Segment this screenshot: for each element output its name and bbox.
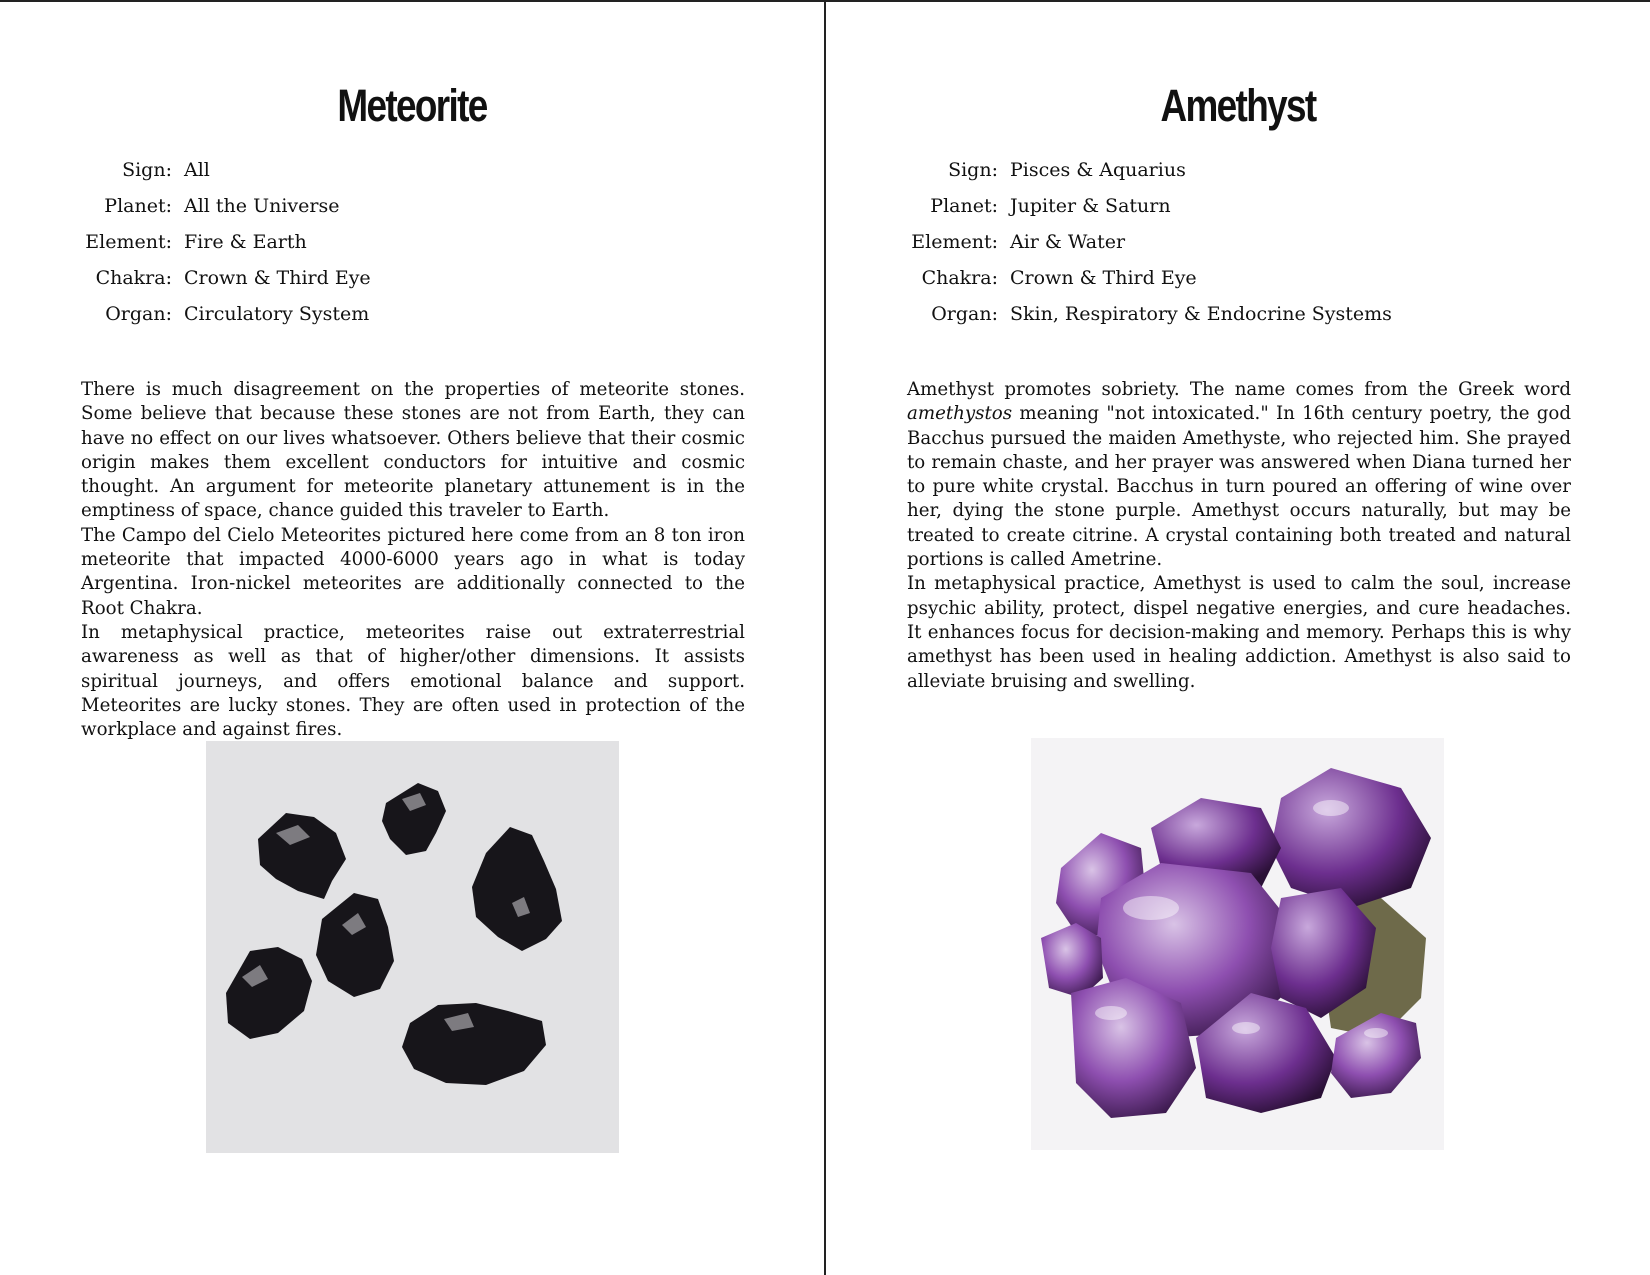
property-value: Circulatory System — [184, 303, 370, 325]
property-value: Skin, Respiratory & Endocrine Systems — [1010, 303, 1392, 325]
property-row-organ — [0, 296, 700, 332]
greek-word: amethystos — [907, 403, 1013, 425]
property-value: All — [184, 159, 210, 181]
glint — [1313, 800, 1349, 816]
property-key: Planet: — [930, 195, 998, 217]
property-row-chakra — [826, 260, 1526, 296]
property-row-chakra — [0, 260, 700, 296]
property-key: Planet: — [104, 195, 172, 217]
paragraph-lead: Amethyst promotes sobriety. The name comes from the Greek word — [907, 379, 1571, 400]
property-value: Crown & Third Eye — [1010, 267, 1197, 289]
property-value: All the Universe — [184, 195, 340, 217]
property-row-organ — [826, 296, 1526, 332]
page-title: Amethyst — [1160, 80, 1316, 131]
property-key: Chakra: — [921, 267, 998, 289]
property-key: Chakra: — [95, 267, 172, 289]
description — [907, 378, 1571, 694]
paragraph: In metaphysical practice, meteorites raise out extraterrestrial awareness as well as that of higher/other dimensions. It assists spiritual journeys, and offers emotional balance and support. Meteorites are lucky stones. They are often used in protection of the workplace and against fires. — [81, 621, 745, 741]
paragraph: In metaphysical practice, Amethyst is used to calm the soul, increase psychic ability, protect, dispel negative energies, and cure headaches. It enhances focus for decision-making and memory. Perhaps this is why amethyst has been used in healing addiction. Amethyst is also said to alleviate bruising and swelling. — [907, 573, 1571, 692]
property-value: Crown & Third Eye — [184, 267, 371, 289]
glint — [1123, 896, 1179, 920]
property-key: Sign: — [948, 159, 998, 181]
property-value: Jupiter & Saturn — [1010, 195, 1171, 217]
meteorite-image — [206, 741, 619, 1153]
property-row-planet — [826, 188, 1526, 224]
page-title: Meteorite — [337, 80, 487, 131]
property-key: Organ: — [931, 303, 998, 325]
property-row-sign — [0, 152, 700, 188]
meteorite-photo — [206, 741, 619, 1153]
description — [81, 378, 745, 742]
property-value: Fire & Earth — [184, 231, 307, 253]
paragraph: The Campo del Cielo Meteorites pictured here come from an 8 ton iron meteorite that impacted 4000-6000 years ago in what is today Argentina. Iron-nickel meteorites are additionally connected to the Root Chakra. — [81, 524, 745, 619]
property-row-element — [826, 224, 1526, 260]
glint — [1232, 1022, 1260, 1034]
property-key: Element: — [911, 231, 998, 253]
page-amethyst — [826, 0, 1650, 1275]
amethyst-image — [1031, 738, 1444, 1150]
property-row-element — [0, 224, 700, 260]
page-meteorite — [0, 0, 824, 1275]
property-row-planet — [0, 188, 700, 224]
paragraph: There is much disagreement on the properties of meteorite stones. Some believe that because these stones are not from Earth, they can have no effect on our lives whatsoever. Others believe that their cosmic origin makes them excellent conductors for intuitive and cosmic thought. An argument for meteorite planetary attunement is in the emptiness of space, chance guided this traveler to Earth. — [81, 379, 745, 522]
property-key: Element: — [85, 231, 172, 253]
property-value: Pisces & Aquarius — [1010, 159, 1186, 181]
amethyst-photo — [1031, 738, 1444, 1150]
glint — [1095, 1006, 1127, 1020]
property-row-sign — [826, 152, 1526, 188]
paragraph — [907, 378, 1571, 572]
glint — [1364, 1028, 1388, 1038]
property-list — [0, 152, 700, 332]
property-key: Sign: — [122, 159, 172, 181]
paragraph-rest: meaning "not intoxicated." In 16th century poetry, the god Bacchus pursued the maiden Amethyste, who rejected him. She prayed to remain chaste, and her prayer was answered when Diana turned her to pure white crystal. Bacchus in turn poured an offering of wine over her, dying the stone purple. Amethyst occurs naturally, but may be treated to create citrine. A crystal containing both treated and natural portions is called Ametrine. — [907, 403, 1571, 571]
property-key: Organ: — [105, 303, 172, 325]
property-value: Air & Water — [1010, 231, 1126, 253]
property-list — [826, 152, 1526, 332]
